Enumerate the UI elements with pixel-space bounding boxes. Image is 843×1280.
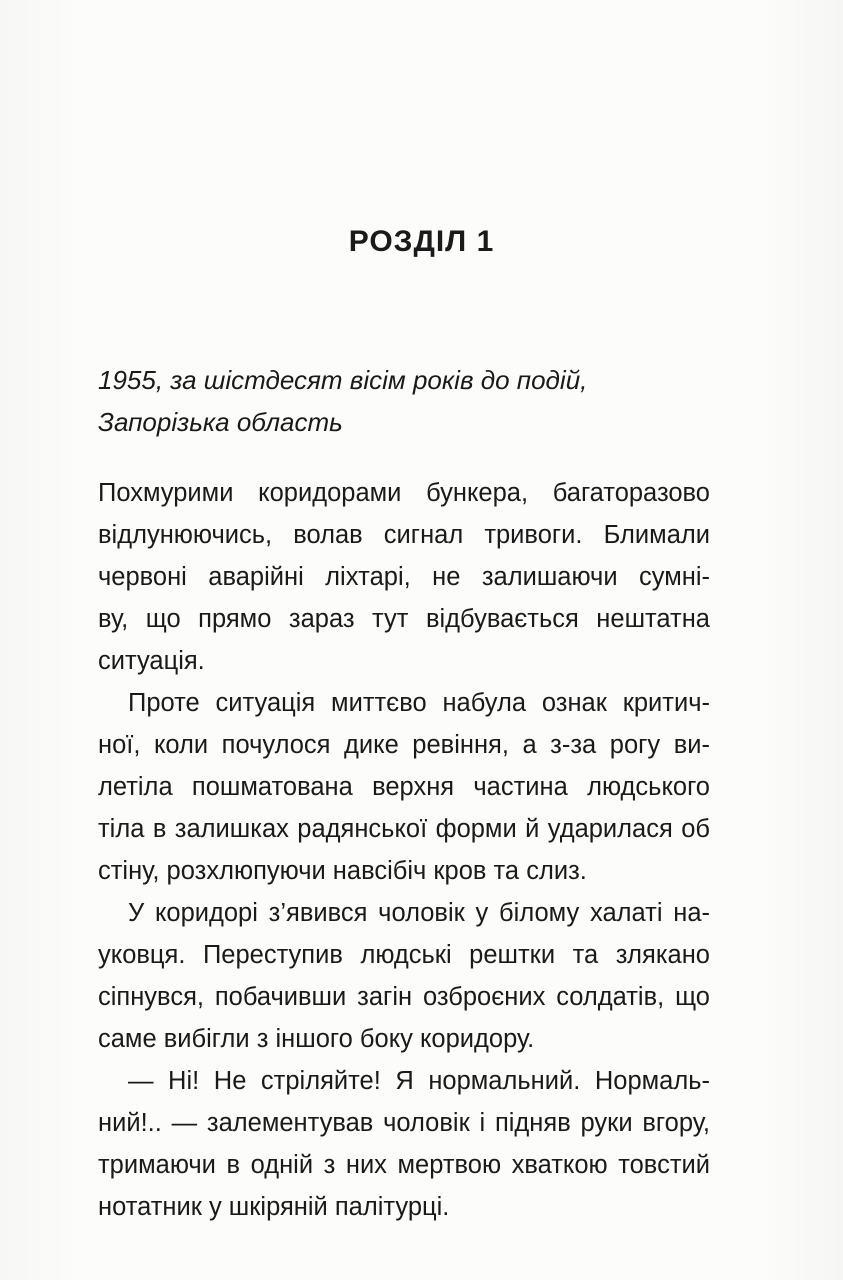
chapter-title: РОЗДІЛ 1 — [348, 225, 495, 258]
text-line: — Ні! Не стріляйте! Я нормальний. Нормаль- — [128, 1067, 710, 1095]
text-line: тіла в залишках радянської форми й ударилася об — [98, 815, 710, 843]
text-line: летіла пошматована верхня частина людського — [98, 773, 710, 801]
text-line: ної, коли почулося дике ревіння, а з-за рогу ви- — [98, 731, 710, 759]
text-line: саме вибігли з іншого боку коридору. — [98, 1025, 535, 1053]
text-line: ний!.. — залементував чоловік і підняв руки вгору, — [98, 1109, 710, 1137]
text-line: уковця. Переступив людські рештки та злякано — [98, 941, 710, 969]
epigraph-line-2: Запорізька область — [98, 407, 343, 437]
text-line: стіну, розхлюпуючи навсібіч кров та слиз. — [98, 857, 587, 885]
text-line: сіпнувся, побачивши загін озброєних солдатів, що — [98, 983, 710, 1011]
text-line: Проте ситуація миттєво набула ознак критич- — [128, 689, 710, 717]
text-line: відлунюючись, волав сигнал тривоги. Блимали — [98, 521, 710, 549]
text-line: Похмурими коридорами бункера, багаторазово — [98, 479, 710, 507]
text-line: червоні аварійні ліхтарі, не залишаючи сумні- — [98, 563, 710, 591]
text-line: нотатник у шкіряній палітурці. — [98, 1193, 450, 1221]
text-line: тримаючи в одній з них мертвою хваткою товстий — [98, 1151, 710, 1179]
text-line: ву, що прямо зараз тут відбувається нештатна — [98, 605, 710, 633]
text-line: У коридорі з’явився чоловік у білому халаті на- — [128, 899, 710, 927]
epigraph-line-1: 1955, за шістдесят вісім років до подій, — [98, 365, 588, 395]
text-line: ситуація. — [98, 647, 205, 675]
epigraph — [98, 359, 738, 443]
